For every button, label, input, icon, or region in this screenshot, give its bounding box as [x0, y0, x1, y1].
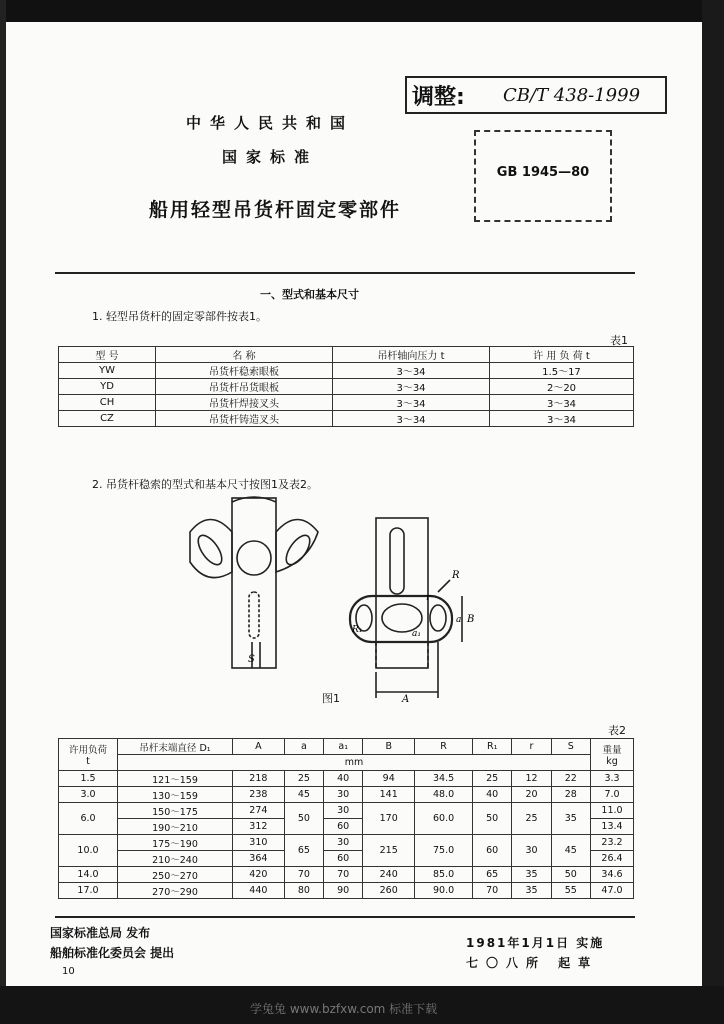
- column-header: 吊杆末端直径 D₁: [118, 739, 233, 755]
- table-cell: 60: [324, 851, 363, 867]
- paragraph-2: 2. 吊货杆稳索的型式和基本尺寸按图1及表2。: [92, 478, 318, 491]
- table-cell: 47.0: [591, 883, 634, 899]
- table-cell: 7.0: [591, 787, 634, 803]
- table-cell: 45: [551, 835, 590, 867]
- proposer-line: 船舶标准化委员会 提出: [50, 946, 175, 960]
- standard-type-heading: 国家标准: [221, 148, 318, 166]
- table-cell: 312: [233, 819, 285, 835]
- label-r: r: [426, 593, 431, 603]
- table-cell: 50: [551, 867, 590, 883]
- table-cell: 1.5: [59, 771, 118, 787]
- eye-hole: [237, 541, 271, 575]
- table-cell: 175～190: [118, 835, 233, 851]
- column-header: 型 号: [59, 347, 156, 363]
- table-cell: 34.6: [591, 867, 634, 883]
- label-a: a: [456, 615, 462, 625]
- column-header: 吊杆轴向压力 t: [333, 347, 490, 363]
- stamp-handwritten-code: CB/T 438-1999: [503, 85, 641, 106]
- table-cell: 45: [284, 787, 323, 803]
- table-cell: 30: [324, 803, 363, 819]
- watermark: 学兔兔 www.bzfxw.com 标准下载: [250, 1002, 438, 1016]
- column-header: r: [512, 739, 551, 755]
- table-cell: YW: [59, 363, 156, 379]
- column-header: 许 用 负 荷 t: [490, 347, 634, 363]
- table-cell: 65: [473, 867, 512, 883]
- table-cell: 2～20: [490, 379, 634, 395]
- table-cell: 85.0: [415, 867, 473, 883]
- figure-caption: 图1: [322, 692, 340, 705]
- table-header-row: [59, 739, 634, 755]
- table-row: [59, 363, 634, 379]
- table-cell: 240: [363, 867, 415, 883]
- drafter-line: 七〇八所 起草: [466, 956, 599, 970]
- table-cell: 48.0: [415, 787, 473, 803]
- table-cell: 吊货杆吊货眼板: [156, 379, 333, 395]
- table-row: [59, 803, 634, 819]
- table-cell: 94: [363, 771, 415, 787]
- table-cell: 30: [324, 787, 363, 803]
- unit-row: [59, 755, 634, 771]
- table-cell: 420: [233, 867, 285, 883]
- table-cell: 23.2: [591, 835, 634, 851]
- label-S: S: [248, 654, 255, 665]
- section-heading: 一、型式和基本尺寸: [260, 288, 359, 301]
- issuer-line: 国家标准总局 发布: [50, 926, 151, 940]
- table-cell: 238: [233, 787, 285, 803]
- table-cell: 17.0: [59, 883, 118, 899]
- table-cell: 25: [512, 803, 551, 835]
- table-row: [59, 867, 634, 883]
- eye-plate-left-lobe: [190, 520, 232, 578]
- table-row: [59, 787, 634, 803]
- table-cell: 310: [233, 835, 285, 851]
- column-header: B: [363, 739, 415, 755]
- shaft-outline: [232, 498, 276, 668]
- table-cell: 130～159: [118, 787, 233, 803]
- eye-plate-right-lobe: [276, 520, 318, 573]
- table-cell: 60.0: [415, 803, 473, 835]
- header-rule: [55, 272, 635, 274]
- table-cell: 90: [324, 883, 363, 899]
- table-2: [58, 738, 634, 899]
- table-cell: 20: [512, 787, 551, 803]
- column-header: a: [284, 739, 323, 755]
- label-R1: R₁: [352, 625, 363, 635]
- standard-code: GB 1945—80: [496, 165, 590, 180]
- table-cell: 50: [473, 803, 512, 835]
- table1-label: 表1: [610, 334, 628, 347]
- table-cell: 12: [512, 771, 551, 787]
- table-cell: 35: [512, 867, 551, 883]
- table-cell: 40: [324, 771, 363, 787]
- table-cell: 40: [473, 787, 512, 803]
- table-cell: 3～34: [333, 411, 490, 427]
- table-cell: 3～34: [490, 411, 634, 427]
- table-cell: 14.0: [59, 867, 118, 883]
- table-cell: 70: [284, 867, 323, 883]
- table-cell: 34.5: [415, 771, 473, 787]
- table-cell: 260: [363, 883, 415, 899]
- table-cell: 3～34: [333, 379, 490, 395]
- table-cell: 吊货杆铸造叉头: [156, 411, 333, 427]
- table-cell: 吊货杆稳索眼板: [156, 363, 333, 379]
- footer-rule: [55, 916, 635, 918]
- table-cell: CZ: [59, 411, 156, 427]
- table-cell: 11.0: [591, 803, 634, 819]
- table-cell: CH: [59, 395, 156, 411]
- table-cell: 170: [363, 803, 415, 835]
- country-heading: 中华人民共和国: [185, 114, 354, 132]
- table-cell: 270～290: [118, 883, 233, 899]
- table2-label: 表2: [608, 724, 626, 737]
- table-cell: 3.3: [591, 771, 634, 787]
- scan-border-top: [0, 0, 724, 22]
- table-cell: 190～210: [118, 819, 233, 835]
- table-cell: 215: [363, 835, 415, 867]
- table-cell: 150～175: [118, 803, 233, 819]
- table-cell: 90.0: [415, 883, 473, 899]
- column-header: A: [233, 739, 285, 755]
- label-B: B: [467, 614, 475, 625]
- table-row: [59, 411, 634, 427]
- table-cell: 1.5～17: [490, 363, 634, 379]
- table-cell: 141: [363, 787, 415, 803]
- table-cell: 25: [473, 771, 512, 787]
- table-cell: 3～34: [333, 363, 490, 379]
- scan-border-right: [702, 0, 724, 1024]
- page-title: 船用轻型吊货杆固定零部件: [148, 199, 401, 221]
- table-cell: 30: [324, 835, 363, 851]
- side-view-plate: [350, 596, 452, 642]
- table-cell: 13.4: [591, 819, 634, 835]
- table-cell: 80: [284, 883, 323, 899]
- table-row: [59, 771, 634, 787]
- page-number: 10: [62, 966, 75, 977]
- table-row: [59, 835, 634, 851]
- label-A: A: [402, 694, 410, 704]
- column-header: a₁: [324, 739, 363, 755]
- implementation-date: 1981年1月1日 实施: [466, 936, 605, 950]
- unit-cell: mm: [118, 755, 591, 771]
- table-cell: 吊货杆焊接叉头: [156, 395, 333, 411]
- table-cell: 50: [284, 803, 323, 835]
- table-cell: YD: [59, 379, 156, 395]
- table-cell: 70: [324, 867, 363, 883]
- column-header: 重量 kg: [591, 739, 634, 771]
- table-cell: 121～159: [118, 771, 233, 787]
- table-header-row: [59, 347, 634, 363]
- table-cell: 3.0: [59, 787, 118, 803]
- table-row: [59, 395, 634, 411]
- table-cell: 218: [233, 771, 285, 787]
- table-cell: 26.4: [591, 851, 634, 867]
- column-header: 许用负荷 t: [59, 739, 118, 771]
- table-cell: 22: [551, 771, 590, 787]
- stamp-label: 调整:: [412, 85, 465, 110]
- label-R: R: [452, 570, 460, 581]
- column-header: 名 称: [156, 347, 333, 363]
- table-cell: 364: [233, 851, 285, 867]
- table-1: [58, 346, 634, 427]
- label-a1: a₁: [412, 629, 421, 639]
- table-cell: 60: [324, 819, 363, 835]
- paragraph-1: 1. 轻型吊货杆的固定零部件按表1。: [92, 310, 267, 323]
- table-cell: 65: [284, 835, 323, 867]
- table-cell: 25: [284, 771, 323, 787]
- column-header: S: [551, 739, 590, 755]
- table-cell: 10.0: [59, 835, 118, 867]
- figure-1-drawing: [180, 492, 500, 704]
- table-cell: 210～240: [118, 851, 233, 867]
- table-cell: 28: [551, 787, 590, 803]
- column-header: R₁: [473, 739, 512, 755]
- table-cell: 3～34: [490, 395, 634, 411]
- table-cell: 75.0: [415, 835, 473, 867]
- table-cell: 440: [233, 883, 285, 899]
- table-cell: 35: [512, 883, 551, 899]
- table-cell: 70: [473, 883, 512, 899]
- table-cell: 35: [551, 803, 590, 835]
- table-cell: 3～34: [333, 395, 490, 411]
- table-cell: 6.0: [59, 803, 118, 835]
- side-view-shaft: [376, 518, 428, 668]
- table-cell: 274: [233, 803, 285, 819]
- column-header: R: [415, 739, 473, 755]
- table-cell: 55: [551, 883, 590, 899]
- table-cell: 250～270: [118, 867, 233, 883]
- table-row: [59, 883, 634, 899]
- table-row: [59, 379, 634, 395]
- table-cell: 30: [512, 835, 551, 867]
- table-cell: 60: [473, 835, 512, 867]
